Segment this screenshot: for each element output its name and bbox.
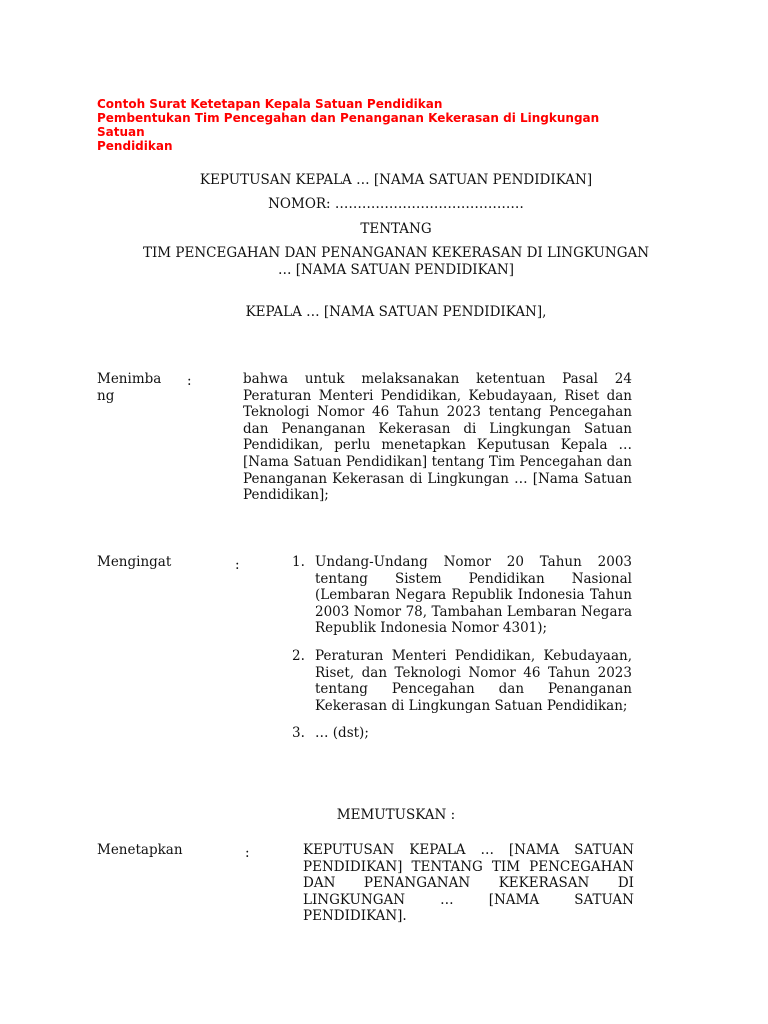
mengingat-item-text: Peraturan Menteri Pendidikan, Kebudayaan, Riset, dan Teknologi Nomor 46 Tahun 2023 tentang Pencegahan dan Penanganan Kekerasan di Lingkungan Satuan Pendidikan; bbox=[315, 647, 632, 714]
example-heading-line-2: Pembentukan Tim Pencegahan dan Penanganan Kekerasan di Lingkungan Satuan bbox=[97, 111, 600, 139]
decree-title: KEPUTUSAN KEPALA … [NAMA SATUAN PENDIDIKAN] bbox=[199, 172, 593, 188]
decree-about: TENTANG bbox=[360, 221, 432, 237]
menimbang-label-line-1: Menimba bbox=[97, 371, 162, 387]
decree-subject-line-2: … [NAMA SATUAN PENDIDIKAN] bbox=[278, 262, 514, 278]
decree-number: NOMOR: …………………………………… bbox=[268, 196, 524, 212]
mengingat-label: Mengingat bbox=[97, 554, 172, 570]
menimbang-label bbox=[97, 371, 161, 405]
mengingat-item-text: Undang-Undang Nomor 20 Tahun 2003 tentang Sistem Pendidikan Nasional (Lembaran Negara Republik Indonesia Tahun 2003 Nomor 78, Tambahan Lembaran Negara Republik Indonesia Nomor 4301); bbox=[315, 554, 632, 637]
mengingat-item-text: … (dst); bbox=[315, 725, 369, 742]
mengingat-item-number: 1. bbox=[292, 554, 305, 570]
example-heading-line-1: Contoh Surat Ketetapan Kepala Satuan Pendidikan bbox=[97, 97, 443, 111]
mengingat-item-number: 3. bbox=[292, 725, 305, 742]
mengingat-list bbox=[292, 554, 632, 742]
menetapkan-label: Menetapkan bbox=[97, 842, 183, 858]
mengingat-item-number: 2. bbox=[292, 647, 305, 664]
decree-issuer: KEPALA … [NAMA SATUAN PENDIDIKAN], bbox=[245, 304, 547, 320]
menimbang-text: bahwa untuk melaksanakan ketentuan Pasal 24 Peraturan Menteri Pendidikan, Kebudayaan, Riset dan Teknologi Nomor 46 Tahun 2023 tentang Pencegahan dan Penanganan Kekerasan di Lingkungan Satuan Pendidikan, perlu menetapkan Keputusan Kepala … [Nama Satuan Pendidikan] tentang Tim Pencegahan dan Penanganan Kekerasan di Lingkungan … [Nama Satuan Pendidikan]; bbox=[243, 371, 632, 504]
example-heading bbox=[97, 97, 637, 153]
mengingat-item bbox=[292, 554, 632, 637]
mengingat-item bbox=[292, 648, 632, 714]
menimbang-label-line-2: ng bbox=[97, 388, 115, 404]
mengingat-colon: : bbox=[235, 557, 240, 573]
memutuskan-heading: MEMUTUSKAN : bbox=[336, 807, 456, 823]
decree-subject-line-1: TIM PENCEGAHAN DAN PENANGANAN KEKERASAN DI LINGKUNGAN bbox=[142, 245, 650, 261]
menimbang-colon: : bbox=[187, 373, 192, 389]
menetapkan-text: KEPUTUSAN KEPALA … [NAMA SATUAN PENDIDIKAN] TENTANG TIM PENCEGAHAN DAN PENANGANAN KEKERASAN DI LINGKUNGAN … [NAMA SATUAN PENDIDIKAN]. bbox=[303, 842, 634, 925]
example-heading-line-3: Pendidikan bbox=[97, 139, 173, 153]
menetapkan-colon: : bbox=[245, 845, 250, 861]
mengingat-item bbox=[292, 725, 632, 742]
